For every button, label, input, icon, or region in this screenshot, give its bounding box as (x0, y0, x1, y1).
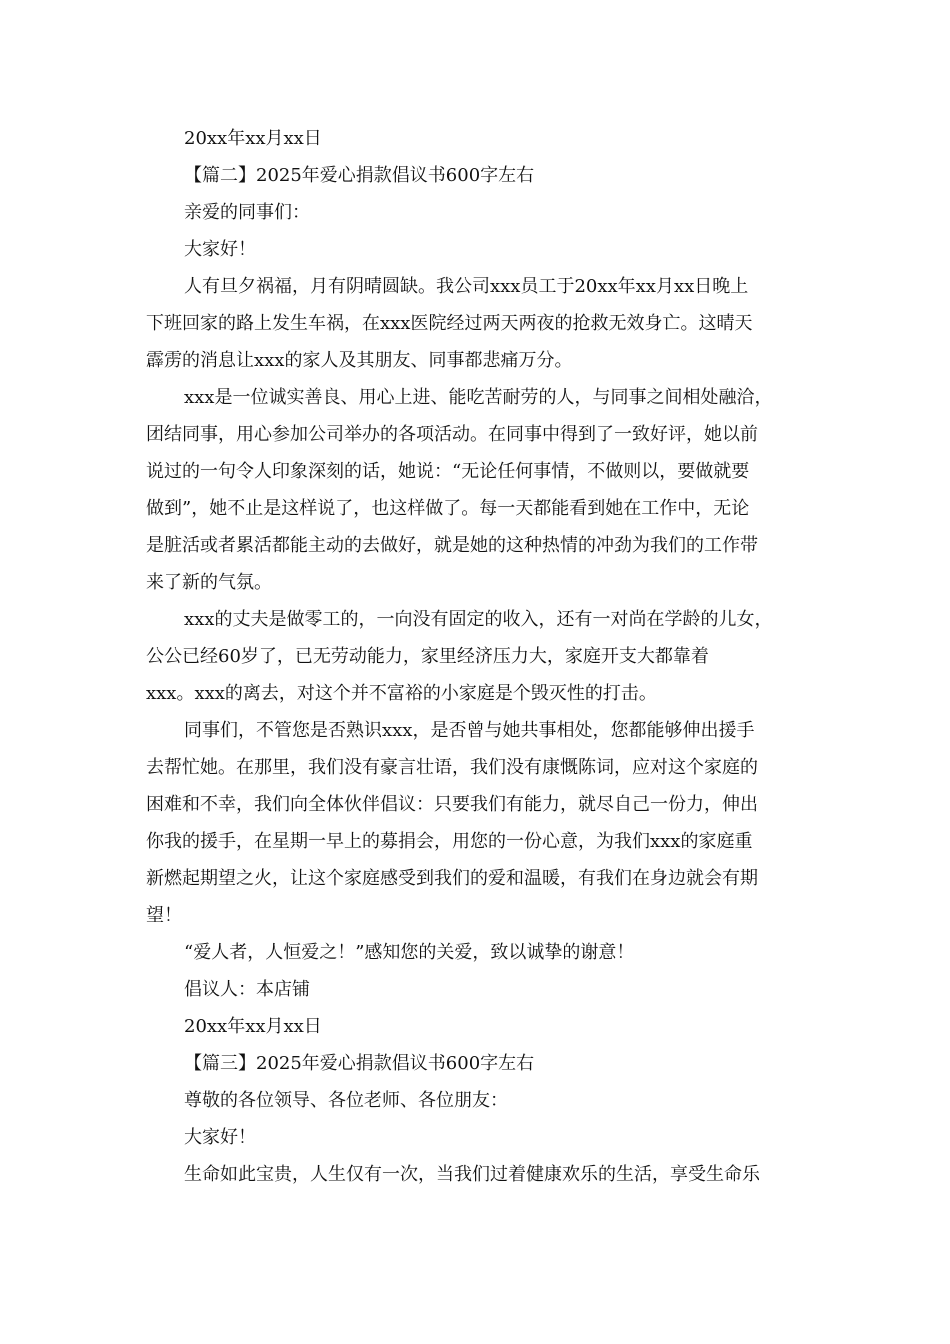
paragraph-line: 下班回家的路上发生车祸，在xxx医院经过两天两夜的抢救无效身亡。这晴天 (146, 313, 753, 334)
paragraph-line: 望！ (146, 905, 182, 926)
date-line: 20xx年xx月xx日 (184, 128, 322, 149)
paragraph-line: xxx。xxx的离去，对这个并不富裕的小家庭是个毁灭性的打击。 (146, 683, 657, 704)
salutation: 尊敬的各位领导、各位老师、各位朋友： (184, 1090, 508, 1111)
date-line: 20xx年xx月xx日 (184, 1016, 322, 1037)
paragraph-line: 做到”，她不止是这样说了，也这样做了。每一天都能看到她在工作中，无论 (146, 498, 750, 519)
paragraph-line: 去帮忙她。在那里，我们没有豪言壮语，我们没有康慨陈词，应对这个家庭的 (146, 757, 758, 778)
paragraph-line: 你我的援手，在星期一早上的募捐会，用您的一份心意，为我们xxx的家庭重 (146, 831, 753, 852)
paragraph-line: 人有旦夕祸福，月有阴晴圆缺。我公司xxx员工于20xx年xx月xx日晚上 (184, 276, 749, 297)
greeting: 大家好！ (184, 239, 256, 260)
section-heading: 【篇三】2025年爱心捐款倡议书600字左右 (184, 1053, 535, 1074)
paragraph-line: 是脏活或者累活都能主动的去做好，就是她的这种热情的冲劲为我们的工作带 (146, 535, 758, 556)
paragraph-line: xxx是一位诚实善良、用心上进、能吃苦耐劳的人，与同事之间相处融洽， (184, 387, 773, 408)
paragraph-line: 团结同事，用心参加公司举办的各项活动。在同事中得到了一致好评，她以前 (146, 424, 758, 445)
section-heading: 【篇二】2025年爱心捐款倡议书600字左右 (184, 165, 535, 186)
paragraph-line: 困难和不幸，我们向全体伙伴倡议：只要我们有能力，就尽自己一份力，伸出 (146, 794, 758, 815)
greeting: 大家好！ (184, 1127, 256, 1148)
paragraph-line: 霹雳的消息让xxx的家人及其朋友、同事都悲痛万分。 (146, 350, 573, 371)
salutation: 亲爱的同事们： (184, 202, 310, 223)
paragraph-line: 公公已经60岁了，已无劳动能力，家里经济压力大，家庭开支大都靠着 (146, 646, 709, 667)
quote-line: “爱人者，人恒爱之！”感知您的关爱，致以诚挚的谢意！ (184, 942, 635, 963)
paragraph-line: 说过的一句令人印象深刻的话，她说：“无论任何事情，不做则以，要做就要 (146, 461, 750, 482)
paragraph-line: 来了新的气氛。 (146, 572, 272, 593)
paragraph-line: 生命如此宝贵，人生仅有一次，当我们过着健康欢乐的生活，享受生命乐 (184, 1164, 760, 1185)
signatory-line: 倡议人：本店铺 (184, 979, 310, 1000)
paragraph-line: 同事们，不管您是否熟识xxx，是否曾与她共事相处，您都能够伸出援手 (184, 720, 755, 741)
paragraph-line: 新燃起期望之火，让这个家庭感受到我们的爱和温暖，有我们在身边就会有期 (146, 868, 758, 889)
document-body (146, 120, 810, 1193)
paragraph-line: xxx的丈夫是做零工的，一向没有固定的收入，还有一对尚在学龄的儿女， (184, 609, 773, 630)
